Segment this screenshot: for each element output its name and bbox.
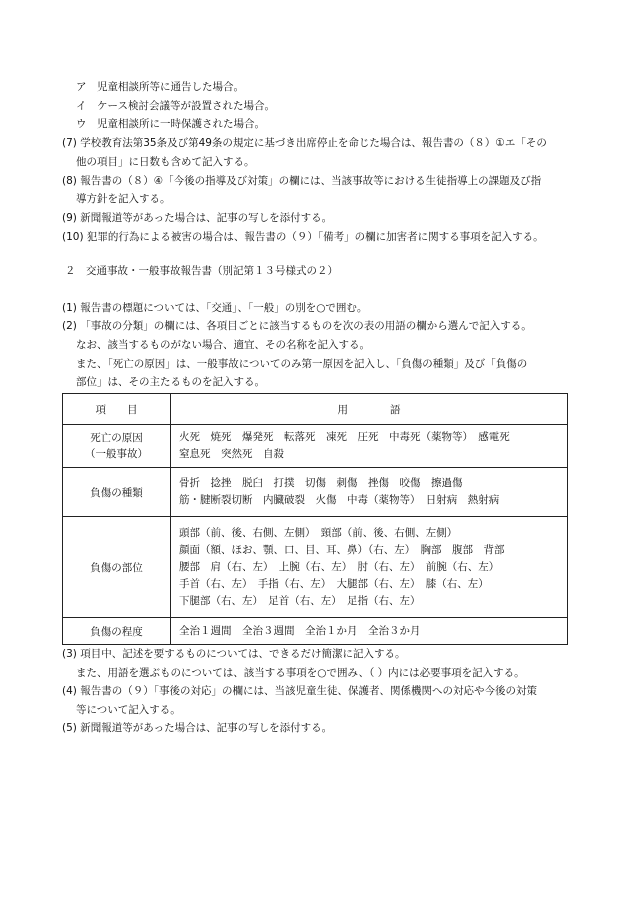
- s2-paragraph-2-also-line1: また、「死亡の原因」は、一般事故についてのみ第一原因を記入し、「負傷の種類」及び「負傷の: [76, 358, 528, 370]
- table-row: [63, 425, 568, 468]
- row-label-line: 負傷の種類: [90, 486, 143, 499]
- table-header-row: [63, 394, 568, 425]
- list-item-a: ア 児童相談所等に通告した場合。: [76, 81, 244, 93]
- row-label: [63, 425, 171, 468]
- item-7-line1: (7) 学校教育法第35条及び第49条の規定に基づき出席停止を命じた場合は、報告書の（８）①エ「その: [62, 137, 547, 149]
- s2-paragraph-2: (2) 「事故の分類」の欄には、各項目ごとに該当するものを次の表の用語の欄から選んで記入する。: [62, 320, 532, 332]
- term-line: 窒息死 突然死 自殺: [179, 448, 284, 460]
- term-line: 全治１週間 全治３週間 全治１か月 全治３か月: [179, 624, 421, 637]
- table-row: [63, 517, 568, 618]
- row-label-line: （一般事故）: [85, 448, 148, 460]
- row-label: [63, 468, 171, 517]
- after-paragraph-3: (3) 項目中、記述を要するものについては、できるだけ簡潔に記入する。: [62, 648, 406, 660]
- row-terms: [171, 468, 568, 517]
- term-line: 骨折 捻挫 脱臼 打撲 切傷 刺傷 挫傷 咬傷 擦過傷: [179, 477, 463, 489]
- terms-table: [62, 393, 568, 645]
- term-line: 腰部 肩（右、左） 上腕（右、左） 肘（右、左） 前腕（右、左）: [179, 560, 500, 573]
- list-item-i: イ ケース検討会議等が設置された場合。: [76, 100, 275, 112]
- term-line: 筋・腱断裂切断 内臓破裂 火傷 中毒（薬物等） 日射病 熱射病: [179, 494, 500, 506]
- list-item-u: ウ 児童相談所に一時保護された場合。: [76, 118, 265, 130]
- after-paragraph-3-note: また、用語を選ぶものについては、該当する事項を○で囲み、（ ）内には必要事項を記入する。: [76, 667, 525, 679]
- table-row: [63, 468, 568, 517]
- header-term: 用 語: [171, 394, 568, 425]
- item-9: (9) 新聞報道等があった場合は、記事の写しを添付する。: [62, 212, 333, 224]
- term-line: 顔面（額、ほお、顎、口、目、耳、鼻）（右、左） 胸部 腹部 背部: [179, 543, 505, 556]
- row-label: [63, 618, 171, 645]
- header-item: 項 目: [63, 394, 171, 425]
- after-paragraph-4-line2: 等について記入する。: [76, 704, 181, 716]
- after-paragraph-5: (5) 新聞報道等があった場合は、記事の写しを添付する。: [62, 722, 333, 734]
- row-label-line: 負傷の部位: [90, 561, 143, 574]
- s2-paragraph-2-also-line2: 部位」は、その主たるものを記入する。: [76, 376, 265, 388]
- row-label: [63, 517, 171, 618]
- item-8-line1: (8) 報告書の（８）④「今後の指導及び対策」の欄には、当該事故等における生徒指導上の課題及び指: [62, 175, 542, 187]
- s2-paragraph-2-note: なお、該当するものがない場合、適宜、その名称を記入する。: [76, 339, 370, 351]
- item-10: (10) 犯罪的行為による被害の場合は、報告書の（９）「備考」の欄に加害者に関する事項を記入する。: [62, 231, 544, 243]
- section-2-heading: ２ 交通事故・一般事故報告書（別記第１３号様式の２）: [65, 265, 338, 277]
- item-8-line2: 導方針を記入する。: [76, 193, 171, 205]
- term-line: 下腿部（右、左） 足首（右、左） 足指（右、左）: [179, 594, 421, 607]
- row-label-line: 死亡の原因: [90, 432, 143, 444]
- row-terms: [171, 425, 568, 468]
- s2-paragraph-1: (1) 報告書の標題については、「交通」、「一般」の別を○で囲む。: [62, 302, 368, 314]
- term-line: 手首（右、左） 手指（右、左） 大腿部（右、左） 膝（右、左）: [179, 577, 489, 590]
- term-line: 火死 焼死 爆発死 転落死 凍死 圧死 中毒死（薬物等） 感電死: [179, 431, 510, 443]
- after-paragraph-4-line1: (4) 報告書の（９）「事後の対応」の欄には、当該児童生徒、保護者、関係機関への対応や今後の対策: [62, 685, 537, 697]
- row-terms: [171, 517, 568, 618]
- row-terms: [171, 618, 568, 645]
- row-label-line: 負傷の程度: [90, 625, 143, 638]
- term-line: 頭部（前、後、右側、左側） 頸部（前、後、右側、左側）: [179, 526, 458, 539]
- item-7-line2: 他の項目」に日数も含めて記入する。: [76, 156, 255, 168]
- table-row: [63, 618, 568, 645]
